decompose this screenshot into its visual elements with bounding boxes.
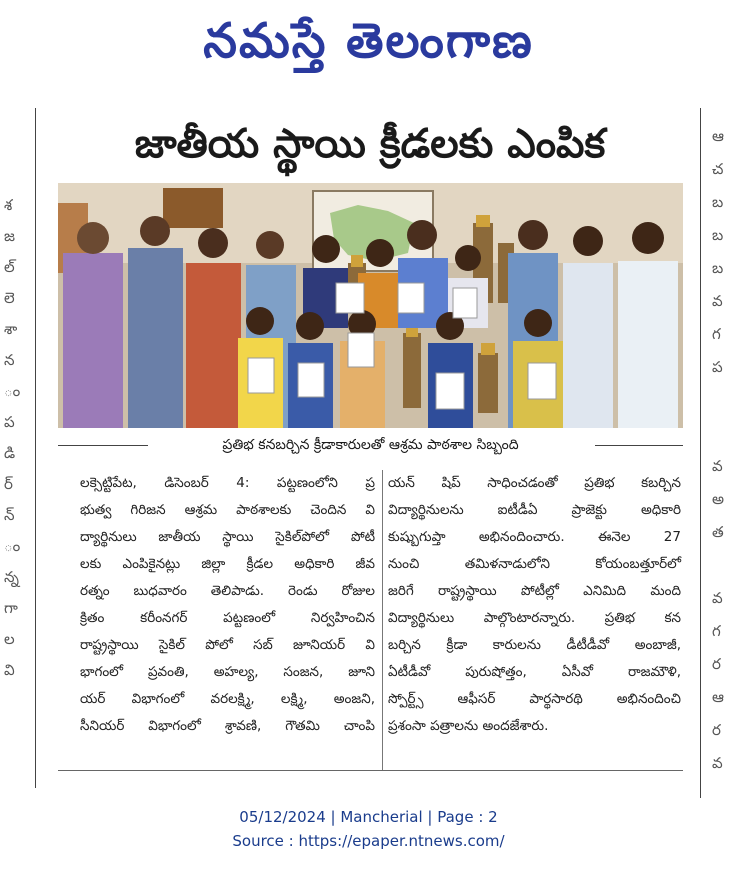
adjacent-column-left: శ జ ల్ లె శా న ం ప డి ర్ న్ ం న్న గా ల వి [4, 196, 21, 679]
source-link[interactable]: Source : https://epaper.ntnews.com/ [232, 832, 505, 850]
article-line: యర్ విభాగంలో వరలక్ష్మి, లక్ష్మి, అంజని, [80, 691, 375, 707]
article-line: భాగంలో ప్రవంతి, అహల్య, సంజన, జూని [80, 664, 375, 680]
article-line: భుత్వ గిరిజన ఆశ్రమ పాఠశాలకు చెందిన వి [80, 502, 375, 518]
article-line: రాష్ట్రస్థాయి సైకిల్ పోలో సబ్ జూనియర్ వి [80, 637, 375, 653]
article-line: జరిగే రాష్ట్రస్థాయి పోటీల్లో ఎనిమిది మంది [388, 583, 681, 599]
article-headline: జాతీయ స్థాయి క్రీడలకు ఎంపిక [134, 121, 606, 167]
article-line: లక్సెట్టిపేట, డిసెంబర్ 4: పట్టణంలోని ప్ర [80, 475, 375, 491]
article-line: ద్యార్థినులు జాతీయ స్థాయి సైకిల్‌పోలో పోటీ [80, 529, 375, 545]
article-column-right [388, 470, 681, 740]
group-photo-illustration [58, 183, 683, 428]
left-column-rule [35, 108, 36, 788]
right-column-rule [700, 108, 701, 798]
newspaper-masthead: నమస్తే తెలంగాణ [203, 13, 534, 69]
article-bottom-rule [58, 770, 683, 771]
article-line: విద్యార్థినులు పాల్గొంటారన్నారు. ప్రతిభ కన [388, 610, 681, 626]
article-column-left [80, 470, 375, 740]
article-line: క్రితం కరీంనగర్ పట్టణంలో నిర్వహించిన [80, 610, 375, 626]
edition-info: 05/12/2024 | Mancherial | Page : 2 [239, 808, 498, 826]
article-line: బర్చిన క్రీడా కారులను డీటీడీవో అంబాజీ, [388, 637, 681, 653]
article-line: రత్నం బుధవారం తెలిపాడు. రెండు రోజుల [80, 583, 375, 599]
adjacent-column-right: ఆ చ బ బ బ వ గ ప వ అ త వ గ ర ఆ ర వ [712, 127, 725, 772]
article-line: స్పోర్ట్స్ ఆఫీసర్ పార్థసారథి అభినందించి [388, 691, 681, 707]
column-divider [382, 470, 383, 770]
article-line: లకు ఎంపికైనట్లు జిల్లా క్రీడల అధికారి జీవ [80, 556, 375, 572]
article-line: యన్ షిప్ సాధించడంతో ప్రతిభ కబర్చిన [388, 475, 681, 491]
photo-caption: ప్రతిభ కనబర్చిన క్రీడాకారులతో ఆశ్రమ పాఠశాల సిబ్బంది [222, 437, 519, 453]
article-line: ఏటీడీవో పురుషోత్తం, ఏసీవో రాజమౌళి, [388, 664, 681, 680]
article-line: నుంచి తమిళనాడులోని కోయంబత్తూర్‌లో [388, 556, 681, 572]
article-line: ప్రశంసా పత్రాలను అందజేశారు. [388, 718, 549, 734]
article-line: కుష్బుగుప్తా అభినందించారు. ఈనెల 27 [388, 529, 681, 545]
article-photo [58, 183, 683, 428]
article-line: విద్యార్థినులను ఐటీడీఏ ప్రాజెక్టు అధికారి [388, 502, 681, 518]
article-line: సీనియర్ విభాగంలో శ్రావణి, గౌతమి చాంపి [80, 718, 375, 734]
